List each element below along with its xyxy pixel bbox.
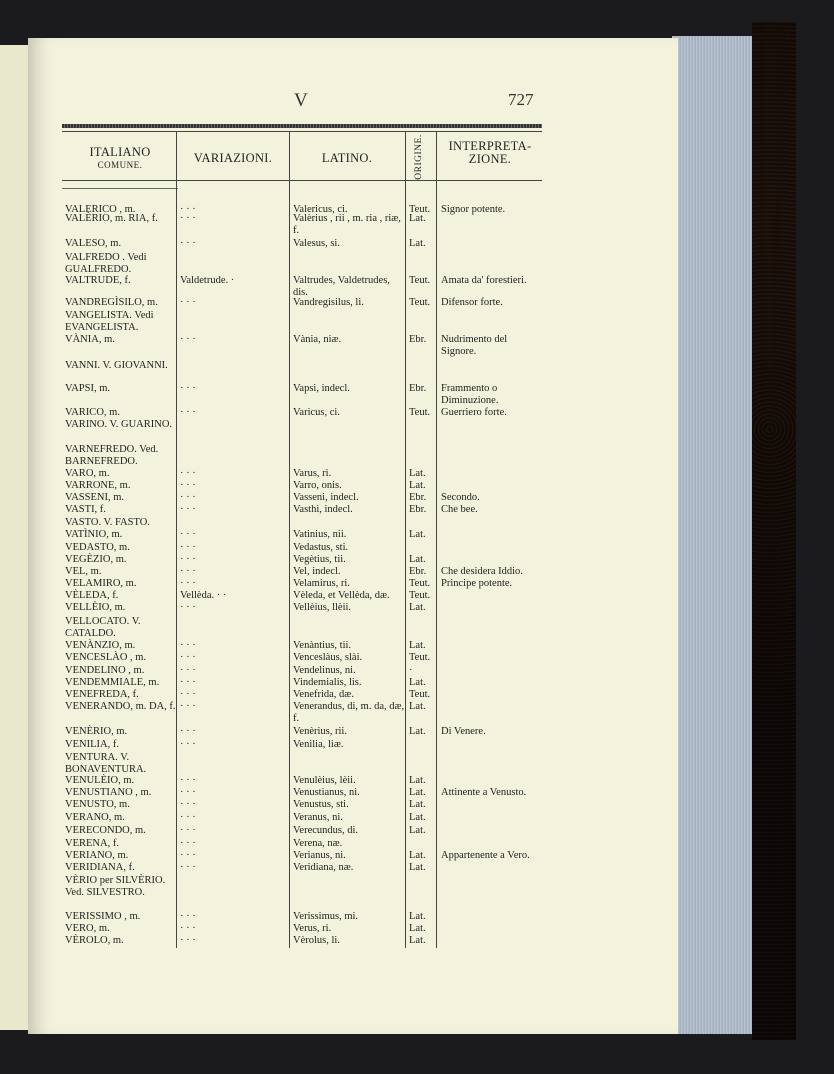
latin-name: Verianus, ni. — [293, 850, 346, 861]
italian-name: VARICO, m. — [65, 407, 120, 418]
variation: · · · — [180, 812, 196, 823]
latin-name: Venàntius, tii. — [293, 640, 352, 651]
italian-name: VERECONDO, m. — [65, 825, 146, 836]
origin: Lat. — [409, 726, 426, 737]
variation: · · · — [180, 799, 196, 810]
italian-name: VELLÈIO, m. — [65, 602, 126, 613]
origin: Teut. — [409, 204, 431, 215]
latin-name: Venilia, liæ. — [293, 739, 344, 750]
latin-name: Vegètius, tii. — [293, 554, 346, 565]
header-sub-rule — [62, 188, 178, 189]
header-bottom-rule — [62, 180, 542, 181]
latin-name: Venefrida, dæ. — [293, 689, 354, 700]
italian-name: VERISSIMO , m. — [65, 911, 141, 922]
italian-name: VARNEFREDO. Ved. BARNEFREDO. — [65, 444, 159, 467]
latin-name: Venceslàus, slài. — [293, 652, 363, 663]
italian-name: VASTO. V. FASTO. — [65, 517, 150, 528]
latin-name: Verissimus, mi. — [293, 911, 359, 922]
origin: Lat. — [409, 923, 426, 934]
variation: · · · — [180, 529, 196, 540]
latin-name: Vània, niæ. — [293, 334, 342, 345]
variation: · · · — [180, 602, 196, 613]
origin: Lat. — [409, 812, 426, 823]
latin-name: Varus, ri. — [293, 468, 332, 479]
variation: · · · — [180, 542, 196, 553]
interpretation: Frammento o Diminuzione. — [441, 383, 499, 406]
origin: Lat. — [409, 775, 426, 786]
origin: Teut. — [409, 590, 431, 601]
latin-name: Varro, onis. — [293, 480, 342, 491]
variation: · · · — [180, 297, 196, 308]
origin: Ebr. — [409, 492, 427, 503]
italian-name: VENERANDO, m. DA, f. — [65, 701, 176, 712]
variation: · · · — [180, 850, 196, 861]
italian-name: VENDELINO , m. — [65, 665, 145, 676]
variation: · · · — [180, 504, 196, 515]
latin-name: Veranus, ni. — [293, 812, 343, 823]
latin-name: Verus, ri. — [293, 923, 332, 934]
italian-name: VENILIA, f. — [65, 739, 119, 750]
variation: · · · — [180, 204, 196, 215]
origin: · — [409, 665, 413, 676]
variation: · · · — [180, 862, 196, 873]
column-divider — [289, 131, 290, 948]
variation: · · · — [180, 701, 196, 712]
latin-name: Vasthi, indecl. — [293, 504, 353, 515]
col-header-italiano — [66, 146, 174, 172]
italian-name: VENCESLÀO , m. — [65, 652, 147, 663]
origin: Lat. — [409, 554, 426, 565]
variation: · · · — [180, 213, 196, 224]
latin-name: Vèrolus, li. — [293, 935, 340, 946]
italian-name: VANGELISTA. Vedi EVANGELISTA. — [65, 310, 154, 333]
variation: · · · — [180, 554, 196, 565]
variation: · · · — [180, 334, 196, 345]
latin-name: Valtrudes, Valdetrudes, dis. — [293, 275, 390, 298]
italian-name: VALTRUDE, f. — [65, 275, 131, 286]
origin: Teut. — [409, 297, 431, 308]
variation: Vellèda. · · — [180, 590, 227, 601]
col-header-italiano-sub: COMUNE. — [97, 160, 143, 170]
italian-name: VEGÈZIO, m. — [65, 554, 127, 565]
interpretation: Guerriero forte. — [441, 407, 507, 418]
variation: · · · — [180, 726, 196, 737]
italian-name: VASSENI, m. — [65, 492, 125, 503]
header-letter: V — [294, 90, 308, 111]
origin: Teut. — [409, 689, 431, 700]
italian-name: VANDREGÌSILO, m. — [65, 297, 158, 308]
interpretation: Amata da' forestieri. — [441, 275, 527, 286]
italian-name: VARO, m. — [65, 468, 110, 479]
interpretation: Che desidera Iddio. — [441, 566, 523, 577]
latin-name: Velamirus, ri. — [293, 578, 350, 589]
variation: · · · — [180, 911, 196, 922]
variation: · · · — [180, 407, 196, 418]
italian-name: VENÀNZIO, m. — [65, 640, 136, 651]
italian-name: VÈLEDA, f. — [65, 590, 119, 601]
variation: · · · — [180, 480, 196, 491]
origin: Lat. — [409, 640, 426, 651]
italian-name: VENUSTIANO , m. — [65, 787, 152, 798]
origin: Ebr. — [409, 566, 427, 577]
italian-name: VERENA, f. — [65, 838, 119, 849]
interpretation: Secondo. — [441, 492, 480, 503]
col-header-origine-label: ORIGINE. — [414, 134, 424, 180]
col-header-italiano-label: ITALIANO — [89, 145, 151, 159]
italian-name: VENEFREDA, f. — [65, 689, 139, 700]
latin-name: Vel, indecl. — [293, 566, 341, 577]
origin: Lat. — [409, 468, 426, 479]
italian-name: VEDASTO, m. — [65, 542, 130, 553]
origin: Ebr. — [409, 334, 427, 345]
variation: · · · — [180, 787, 196, 798]
italian-name: VÈROLO, m. — [65, 935, 124, 946]
italian-name: VANNI. V. GIOVANNI. — [65, 360, 168, 371]
variation: · · · — [180, 775, 196, 786]
origin: Lat. — [409, 825, 426, 836]
variation: · · · — [180, 677, 196, 688]
variation: · · · — [180, 578, 196, 589]
table-top-rule — [62, 124, 542, 128]
variation: · · · — [180, 468, 196, 479]
variation: · · · — [180, 566, 196, 577]
interpretation: Difensor forte. — [441, 297, 503, 308]
italian-name: VATÌNIO, m. — [65, 529, 123, 540]
column-divider — [405, 131, 406, 948]
latin-name: Vendelinus, ni. — [293, 665, 356, 676]
origin: Lat. — [409, 862, 426, 873]
origin: Teut. — [409, 652, 431, 663]
italian-name: VAPSI, m. — [65, 383, 111, 394]
column-divider — [436, 131, 437, 948]
variation: Valdetrude. · — [180, 275, 235, 286]
origin: Lat. — [409, 602, 426, 613]
interpretation: Signor potente. — [441, 204, 506, 215]
italian-name: VALERICO , m. — [65, 204, 136, 215]
italian-name: VENUSTO, m. — [65, 799, 130, 810]
origin: Lat. — [409, 787, 426, 798]
italian-name: VARINO. V. GUARINO. — [65, 419, 173, 430]
italian-name: VELAMIRO, m. — [65, 578, 137, 589]
origin: Lat. — [409, 480, 426, 491]
latin-name: Vatinius, nii. — [293, 529, 347, 540]
facing-page-edge — [0, 45, 31, 1030]
italian-name: VENÈRIO, m. — [65, 726, 128, 737]
italian-name: VENULÈIO, m. — [65, 775, 135, 786]
interpretation: Principe potente. — [441, 578, 513, 589]
italian-name: VEL, m. — [65, 566, 102, 577]
variation: · · · — [180, 383, 196, 394]
origin: Teut. — [409, 407, 431, 418]
variation: · · · — [180, 652, 196, 663]
latin-name: Valericus, ci. — [293, 204, 348, 215]
interpretation: Appartenente a Vero. — [441, 850, 530, 861]
origin: Lat. — [409, 238, 426, 249]
latin-name: Valesus, si. — [293, 238, 340, 249]
latin-name: Vasseni, indecl. — [293, 492, 359, 503]
variation: · · · — [180, 238, 196, 249]
italian-name: VERIANO, m. — [65, 850, 129, 861]
col-header-interpretazione-line1: INTERPRETA- — [448, 139, 532, 153]
latin-name: Varicus, ci. — [293, 407, 340, 418]
latin-name: Veridiana, næ. — [293, 862, 354, 873]
italian-name: VALFREDO . Vedi GUALFREDO. — [65, 252, 147, 275]
latin-name: Vedastus, sti. — [293, 542, 349, 553]
variation: · · · — [180, 689, 196, 700]
latin-name: Valèrius , rii , m. ria , riæ, f. — [293, 213, 401, 236]
latin-name: Vèleda, et Vellèda, dæ. — [293, 590, 390, 601]
variation: · · · — [180, 825, 196, 836]
variation: · · · — [180, 665, 196, 676]
origin: Lat. — [409, 911, 426, 922]
interpretation: Che bee. — [441, 504, 478, 515]
interpretation: Nudrimento del Signore. — [441, 334, 508, 357]
origin: Ebr. — [409, 383, 427, 394]
col-header-interpretazione — [438, 140, 542, 166]
interpretation: Di Venere. — [441, 726, 486, 737]
italian-name: VERANO, m. — [65, 812, 125, 823]
origin: Lat. — [409, 677, 426, 688]
latin-name: Vindemialis, lis. — [293, 677, 362, 688]
latin-name: Venulèius, lèii. — [293, 775, 356, 786]
italian-name: VARRONE, m. — [65, 480, 131, 491]
variation: · · · — [180, 739, 196, 750]
latin-name: Venustianus, ni. — [293, 787, 360, 798]
variation: · · · — [180, 923, 196, 934]
page-edges — [672, 36, 754, 1034]
italian-name: VÈRIO per SILVÈRIO. Ved. SILVESTRO. — [65, 875, 166, 898]
col-header-variazioni: VARIAZIONI. — [193, 151, 273, 165]
italian-name: VERO, m. — [65, 923, 110, 934]
italian-name: VÀNIA, m. — [65, 334, 115, 345]
latin-name: Verena, næ. — [293, 838, 343, 849]
latin-name: Vapsi, indecl. — [293, 383, 350, 394]
variation: · · · — [180, 640, 196, 651]
page-number: 727 — [508, 90, 534, 109]
latin-name: Verecundus, di. — [293, 825, 359, 836]
origin: Teut. — [409, 578, 431, 589]
origin: Lat. — [409, 799, 426, 810]
italian-name: VENTURA. V. BONAVENTURA. — [65, 752, 147, 775]
origin: Lat. — [409, 529, 426, 540]
italian-name: VENDEMMIALE, m. — [65, 677, 160, 688]
latin-name: Venustus, sti. — [293, 799, 349, 810]
col-header-origine — [408, 136, 430, 178]
origin: Lat. — [409, 213, 426, 224]
italian-name: VELLOCATO. V. CATALDO. — [65, 616, 141, 639]
variation: · · · — [180, 838, 196, 849]
origin: Lat. — [409, 850, 426, 861]
origin: Lat. — [409, 935, 426, 946]
book-cover — [752, 22, 796, 1040]
col-header-latino: LATINO. — [321, 151, 373, 165]
latin-name: Vandregisilus, li. — [293, 297, 364, 308]
italian-name: VASTI, f. — [65, 504, 106, 515]
interpretation: Attinente a Venusto. — [441, 787, 527, 798]
origin: Teut. — [409, 275, 431, 286]
col-header-interpretazione-line2: ZIONE. — [468, 152, 512, 166]
origin: Ebr. — [409, 504, 427, 515]
italian-name: VALESO, m. — [65, 238, 122, 249]
latin-name: Vellèius, llèii. — [293, 602, 352, 613]
table-top-rule-thin — [62, 131, 542, 132]
latin-name: Venerandus, di, m. da, dæ, f. — [293, 701, 405, 724]
italian-name: VERIDIANA, f. — [65, 862, 135, 873]
origin: Lat. — [409, 701, 426, 712]
italian-name: VALÈRIO, m. RIA, f. — [65, 213, 158, 224]
latin-name: Venèrius, rii. — [293, 726, 347, 737]
variation: · · · — [180, 935, 196, 946]
variation: · · · — [180, 492, 196, 503]
